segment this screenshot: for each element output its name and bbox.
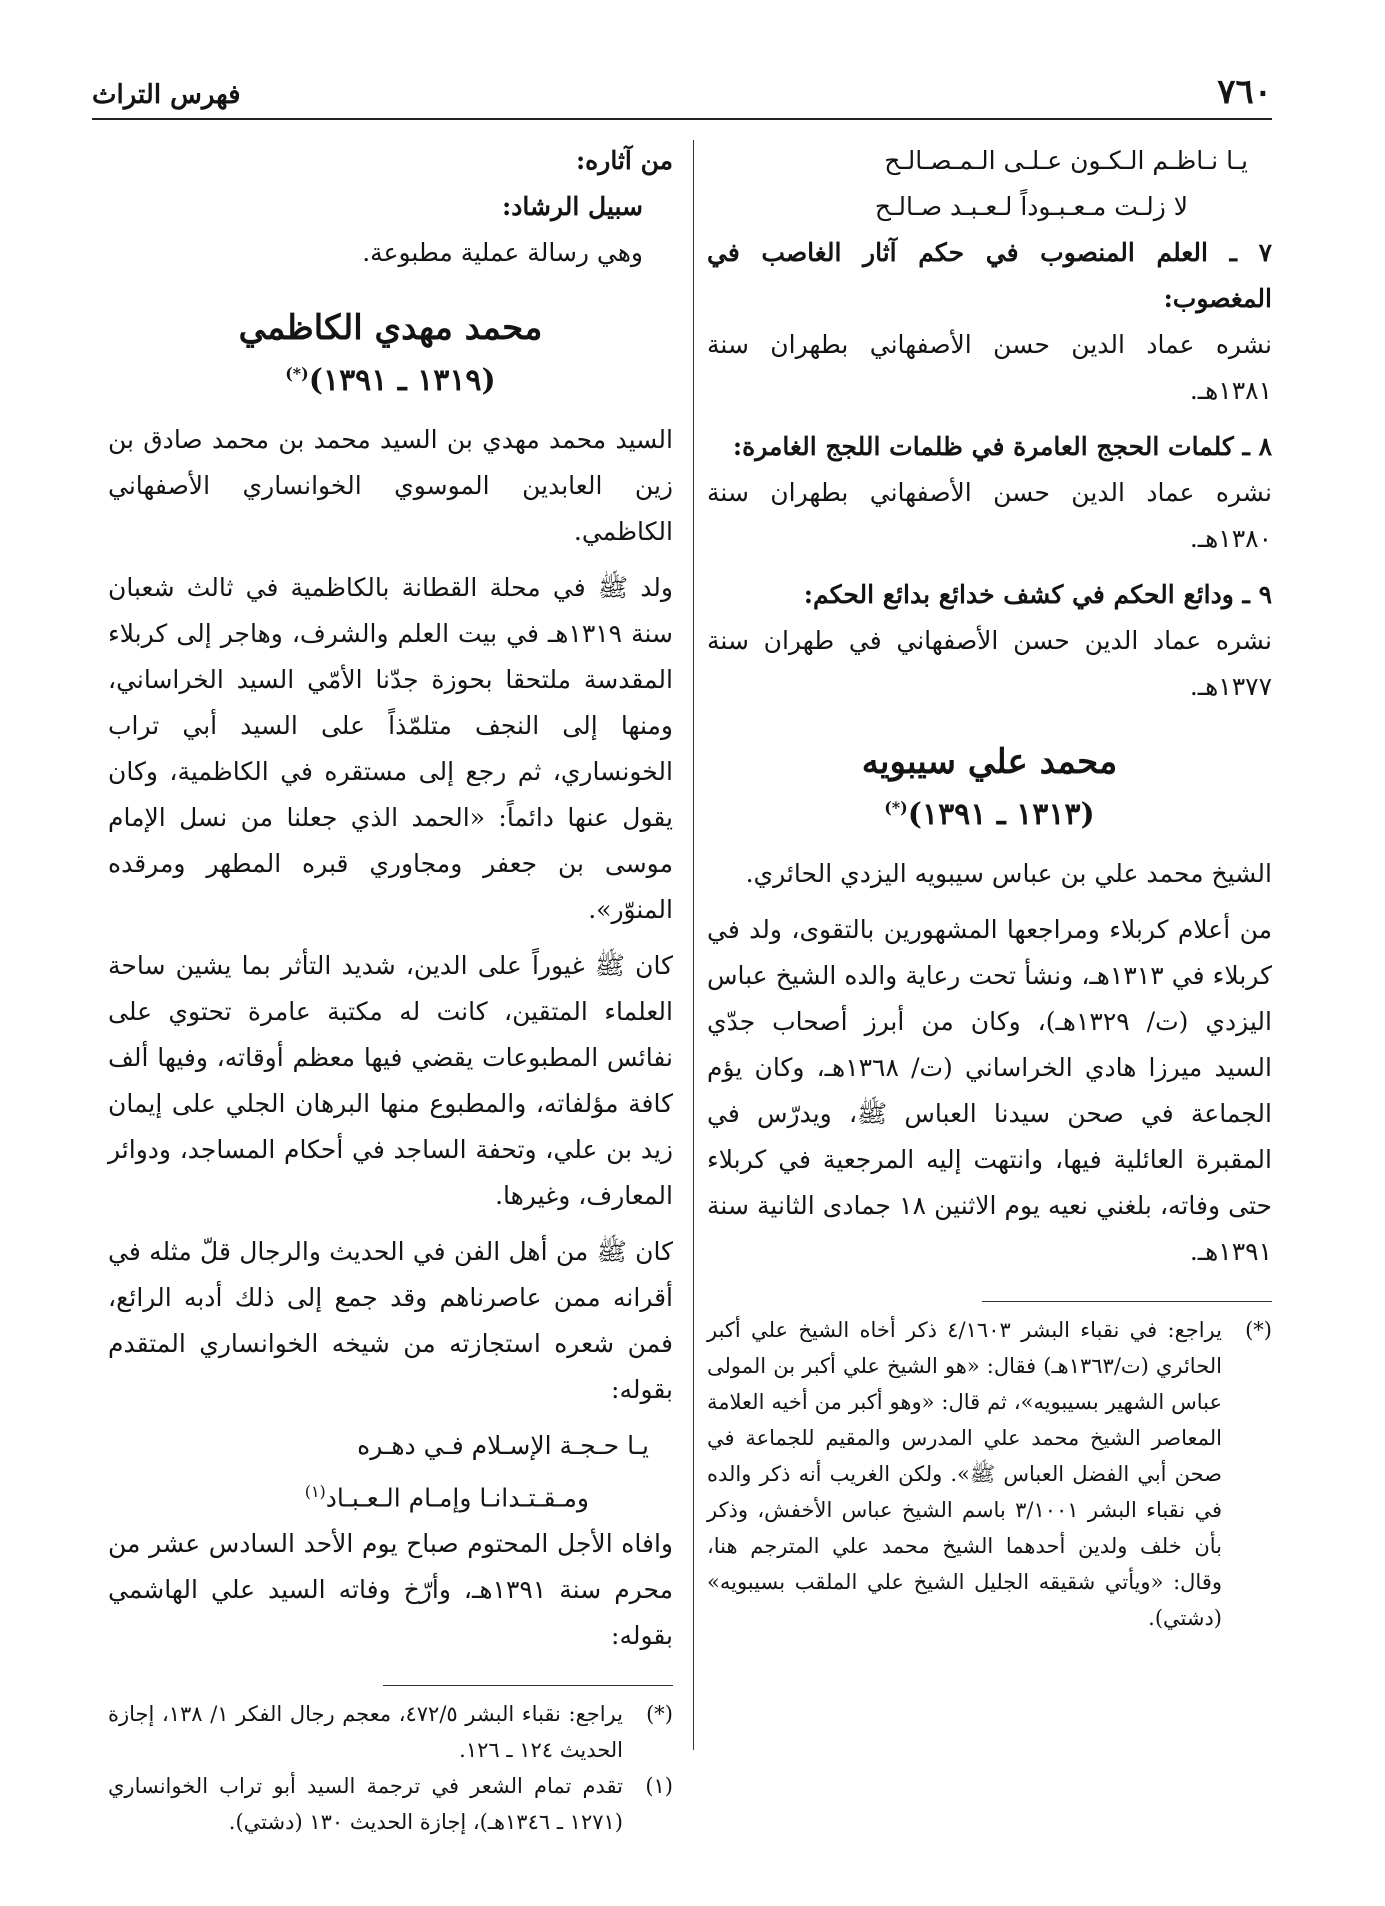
works-heading: من آثاره: (575, 146, 673, 175)
work-title: ٩ ـ ودائع الحكم في كشف خدائع بدائع الحكم: (803, 580, 1272, 609)
work-note: نشره عماد الدين حسن الأصفهاني بطهران سنة ١٣٨٠هـ. (707, 478, 1272, 553)
column-divider (693, 140, 694, 1750)
work-item (707, 572, 1272, 710)
entry-dates-text: (١٣١٩ ـ ١٣٩١) (308, 363, 496, 398)
paragraph: الشيخ محمد علي بن عباس سيبويه اليزدي الحائري. (745, 859, 1272, 888)
footnote (108, 1768, 673, 1840)
poem-line: يـا حـجـة الإسـلام فـي دهـره (357, 1431, 649, 1460)
work-item (707, 424, 1272, 562)
footnote-ref: (*) (285, 364, 309, 383)
footnote (707, 1312, 1272, 1636)
entry-dates (707, 786, 1272, 837)
footnote-rule (383, 1685, 673, 1686)
poem (108, 1423, 673, 1521)
left-column (108, 138, 673, 1840)
paragraph: السيد محمد مهدي بن السيد محمد بن محمد صادق بن زين العابدين الموسوي الخوانساري الأصفهاني الكاظمي. (108, 425, 673, 546)
paragraph: من أعلام كربلاء ومراجعها المشهورين بالتقوى، ولد في كربلاء في ١٣١٣هـ، ونشأ تحت رعاية والده الشيخ عباس اليزدي (ت/ ١٣٢٩هـ)، وكان من أبرز أصحاب جدّي السيد ميرزا هادي الخراساني (ت/ ١٣٦٨هـ، وكان يؤم الجماعة في صحن سيدنا العباس ﷺ، ويدرّس في المقبرة العائلية فيها، وانتهت إليه المرجعية في كربلاء حتى وفاته، بلغني نعيه يوم الاثنين ١٨ جمادى الثانية سنة ١٣٩١هـ. (707, 915, 1272, 1266)
work-title: سبيل الرشاد: (502, 192, 643, 221)
work-item (707, 230, 1272, 414)
footnote-marker: (١) (645, 1774, 673, 1799)
entry-title: محمد علي سيبويه (861, 742, 1118, 782)
poem-line (108, 1469, 649, 1521)
running-title: فهرس التراث (92, 80, 241, 110)
work-note: نشره عماد الدين حسن الأصفهاني في طهران سنة ١٣٧٧هـ. (707, 626, 1272, 701)
footnote-text: يراجع: في نقباء البشر ٤/١٦٠٣ ذكر أخاه الشيخ علي أكبر الحائري (ت/١٣٦٣هـ) فقال: «هو الشيخ علي أكبر بن المولى عباس الشهير بسيبويه»، ثم قال: «وهو أكبر من أخيه العلامة المعاصر الشيخ محمد علي المدرس والمقيم للجماعة في صحن أبي الفضل العباس ﷺ». ولكن الغريب أنه ذكر والده في نقباء البشر ٣/١٠٠١ باسم الشيخ عباس الأخفش، وذكر بأن خلف ولدين أحدهما الشيخ محمد علي المترجم هنا، وقال: «ويأتي شقيقه الجليل الشيخ علي الملقب بسيبويه» (دشتي). (707, 1318, 1222, 1630)
header-rule (92, 118, 1272, 120)
entry-dates-text: (١٣١٣ ـ ١٣٩١) (907, 797, 1095, 832)
poem-line: يـا نـاظـم الـكـون عـلـى الـمـصـالـح (884, 146, 1248, 175)
footnote-rule (982, 1301, 1272, 1302)
footnote-ref: (١) (304, 1482, 326, 1501)
paragraph: كان ﷺ غيوراً على الدين، شديد التأثر بما يشين ساحة العلماء المتقين، كانت له مكتبة عامرة تحتوي على نفائس المطبوعات يقضي فيها معظم أوقاته، وفيها ألف كافة مؤلفاته، والمطبوع منها البرهان الجلي على إيمان زيد بن علي، وتحفة الساجد في أحكام المساجد، ودوائر المعارف، وغيرها. (108, 951, 673, 1210)
paragraph: وافاه الأجل المحتوم صباح يوم الأحد السادس عشر من محرم سنة ١٣٩١هـ، وأرّخ وفاته السيد علي الهاشمي بقوله: (108, 1529, 674, 1651)
paragraph: ولد ﷺ في محلة القطانة بالكاظمية في ثالث شعبان سنة ١٣١٩هـ في بيت العلم والشرف، وهاجر إلى كربلاء المقدسة ملتحقا بحوزة جدّنا الأمّي السيد الخراساني، ومنها إلى النجف متلمّذاً على السيد أبي تراب الخونساري، ثم رجع إلى مستقره في الكاظمية، وكان يقول عنها دائماً: «الحمد الذي جعلنا من نسل الإمام موسى بن جعفر ومجاوري قبره المطهر ومرقده المنوّر». (108, 573, 673, 924)
footnote-marker: (*) (646, 1702, 673, 1727)
footnote-text: تقدم تمام الشعر في ترجمة السيد أبو تراب الخوانساري (١٢٧١ ـ ١٣٤٦هـ)، إجازة الحديث ١٣٠ (دشتي). (108, 1774, 623, 1835)
entry-title: محمد مهدي الكاظمي (238, 308, 543, 348)
paragraph: كان ﷺ من أهل الفن في الحديث والرجال قلّ مثله في أقرانه ممن عاصرناهم وقد جمع إلى ذلك أدبه الرائع، فمن شعره استجازته من شيخه الخوانساري المتقدم بقوله: (108, 1237, 673, 1404)
page-number: ٧٦٠ (1217, 72, 1272, 112)
work-description: وهي رسالة عملية مطبوعة. (362, 238, 643, 267)
poem (707, 138, 1272, 230)
right-column (707, 138, 1272, 1636)
page-header (92, 72, 1272, 124)
footnote-ref: (*) (884, 798, 908, 817)
poem-line-text: ومـقـتـدانـا وإمـام الـعـبـاد (325, 1483, 589, 1513)
footnote (108, 1696, 673, 1768)
work-title: ٧ ـ العلم المنصوب في حكم آثار الغاصب في المغصوب: (707, 238, 1272, 313)
poem-line: لا زلـت مـعـبـوداً لـعـبـد صـالـح (874, 192, 1188, 221)
work-title: ٨ ـ كلمات الحجج العامرة في ظلمات اللجج الغامرة: (732, 432, 1272, 461)
work-note: نشره عماد الدين حسن الأصفهاني بطهران سنة ١٣٨١هـ. (707, 330, 1272, 405)
entry-dates (108, 352, 673, 403)
footnote-marker: (*) (1245, 1318, 1272, 1342)
footnote-text: يراجع: نقباء البشر ٤٧٢/٥، معجم رجال الفكر ١/ ١٣٨، إجازة الحديث ١٢٤ ـ ١٢٦. (108, 1702, 623, 1763)
